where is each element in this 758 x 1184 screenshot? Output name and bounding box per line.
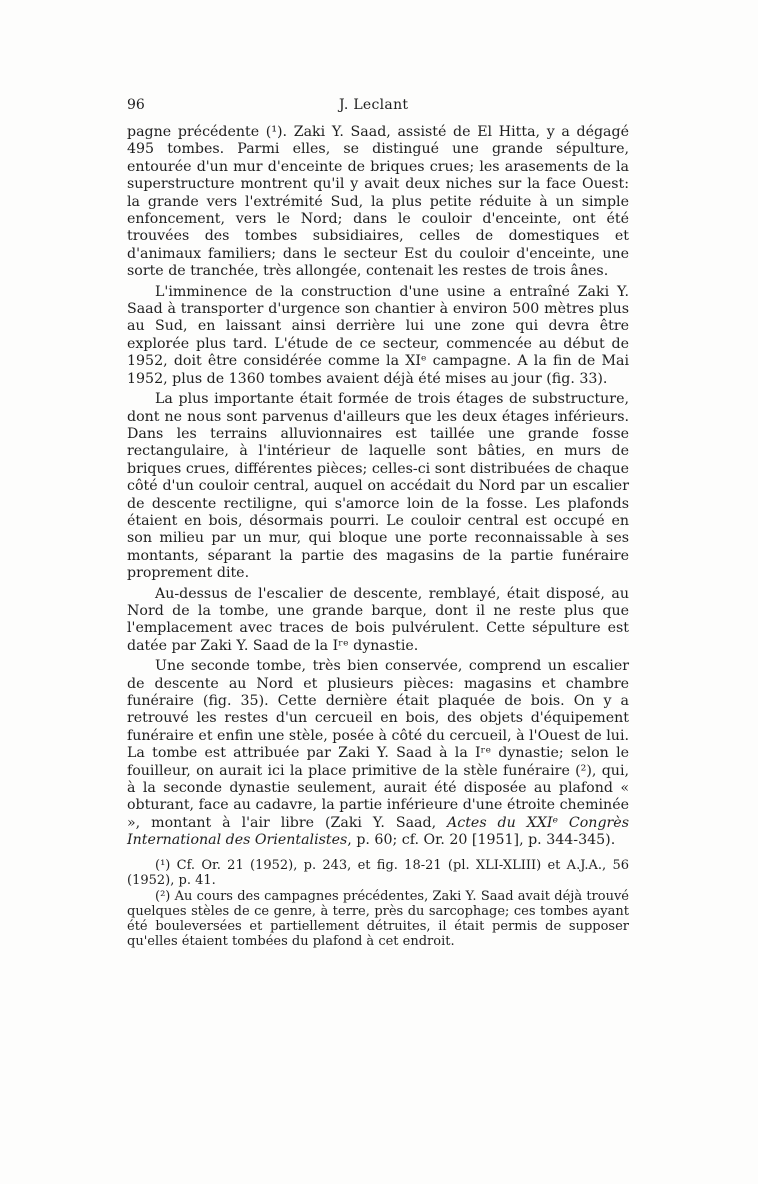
footnote-1: (¹) Cf. Or. 21 (1952), p. 243, et fig. 18-21 (pl. XLI-XLIII) et A.J.A., 56 (1952), p. 41. [127, 858, 629, 888]
footnotes [127, 858, 629, 949]
paragraph-last [127, 658, 629, 849]
paragraph-text: Une seconde tombe, très bien conservée, comprend un escalier de descente au Nord et plusieurs pièces: magasins et chambre funéraire (fig. 35). Cette dernière était plaquée de bois. On y a retrouvé les restes d'un cercueil en bois, des objets d'équipement funéraire et enfin une stèle, posée à côté du cercueil, à l'Ouest de lui. La tombe est attribuée par Zaki Y. Saad à la Iʳᵉ dynastie; selon le fouilleur, on aurait ici la place primitive de la stèle funéraire (²), qui, à la seconde dynastie seulement, aurait été disposée au plafond « obturant, face au cadavre, la partie inférieure d'une étroite cheminée », montant à l'air libre (Zaki Y. Saad, [127, 658, 629, 831]
paragraph: Au-dessus de l'escalier de descente, remblayé, était disposé, au Nord de la tombe, une grande barque, dont il ne reste plus que l'emplacement avec traces de bois pulvérulent. Cette sépulture est datée par Zaki Y. Saad de la Iʳᵉ dynastie. [127, 585, 629, 654]
paragraph: La plus importante était formée de trois étages de substructure, dont ne nous sont parvenus d'ailleurs que les deux étages inférieurs. Dans les terrains alluvionnaires est taillée une grande fosse rectangulaire, à l'intérieur de laquelle sont bâties, en murs de briques crues, différentes pièces; celles-ci sont distribuées de chaque côté d'un couloir central, auquel on accédait du Nord par un escalier de descente rectiligne, qui s'amorce loin de la fosse. Les plafonds étaient en bois, désormais pourri. Le couloir central est occupé en son milieu par un mur, qui bloque une porte reconnaissable à ses montants, séparant la partie des magasins de la partie funéraire proprement dite. [127, 391, 629, 582]
running-head: J. Leclant [339, 97, 409, 113]
paragraph: L'imminence de la construction d'une usine a entraîné Zaki Y. Saad à transporter d'urgence son chantier à environ 500 mètres plus au Sud, en laissant ainsi derrière lui une zone qui devra être explorée plus tard. L'étude de ce secteur, commencée au début de 1952, doit être considérée comme la XIᵉ campagne. A la fin de Mai 1952, plus de 1360 tombes avaient déjà été mises au jour (fig. 33). [127, 283, 629, 387]
paragraph-continuation: pagne précédente (¹). Zaki Y. Saad, assisté de El Hitta, y a dégagé 495 tombes. Parmi elles, se distingué une grande sépulture, entourée d'un mur d'enceinte de briques crues; les arasements de la superstructure montrent qu'il y avait deux niches sur la face Ouest: la grande vers l'extrémité Sud, la plus petite réduite à un simple enfoncement, vers le Nord; dans le couloir d'enceinte, ont été trouvées des tombes subsidiaires, celles de domestiques et d'animaux familiers; dans le secteur Est du couloir d'enceinte, une sorte de tranchée, très allongée, contenait les restes de trois ânes. [127, 124, 629, 280]
page-number: 96 [127, 97, 145, 113]
footnote-2: (²) Au cours des campagnes précédentes, Zaki Y. Saad avait déjà trouvé quelques stèles de ce genre, à terre, près du sarcophage; ces tombes ayant été bouleversées et partiellement détruites, il était permis de supposer qu'elles étaient tombées du plafond à cet endroit. [127, 889, 629, 949]
page-header [127, 97, 627, 119]
citation-title: Actes du XXIᵉ Congrès International des Orientalistes [127, 814, 629, 849]
body-text [127, 124, 629, 850]
citation-tail: , p. 60; cf. Or. 20 [1951], p. 344-345). [347, 832, 616, 849]
